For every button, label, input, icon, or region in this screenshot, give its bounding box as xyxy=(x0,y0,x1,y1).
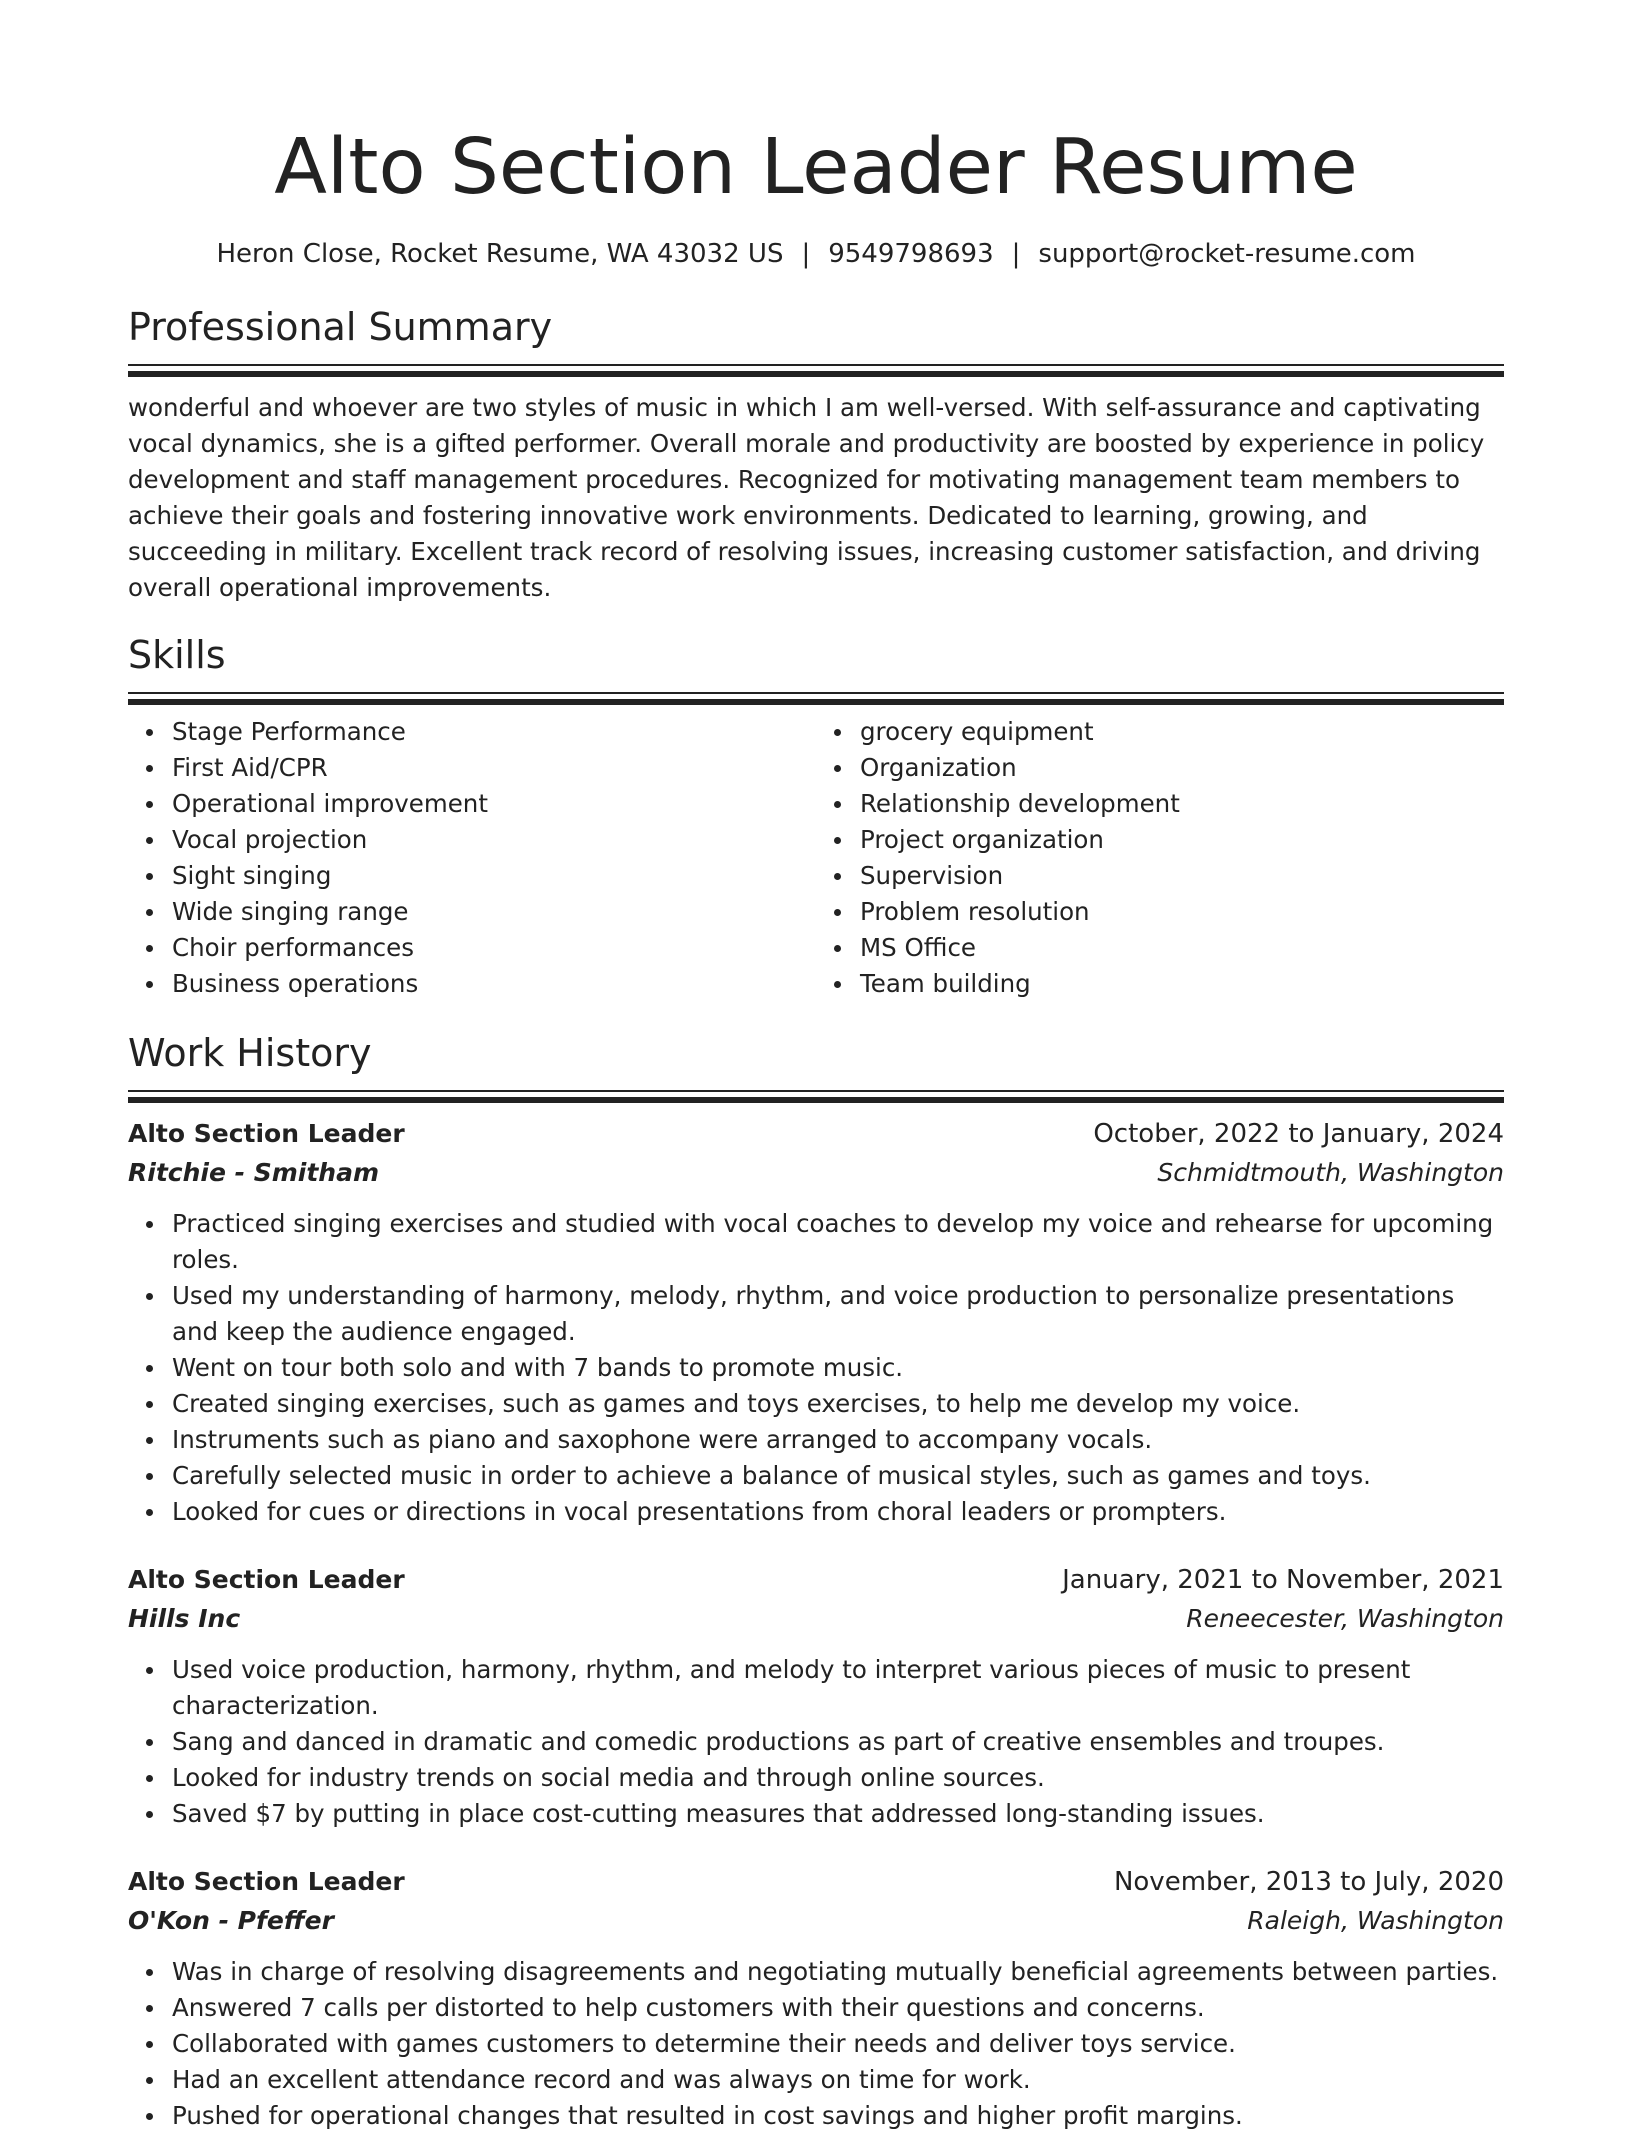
contact-address: Heron Close, Rocket Resume, WA 43032 US xyxy=(216,239,784,269)
job-bullet: Looked for industry trends on social media and through online sources. xyxy=(172,1760,1504,1796)
contact-email: support@rocket-resume.com xyxy=(1038,239,1416,269)
job-bullet: Used my understanding of harmony, melody, rhythm, and voice production to personalize presentations and keep the audience engaged. xyxy=(172,1278,1504,1350)
contact-line xyxy=(128,236,1504,272)
skills-heading: Skills xyxy=(128,633,226,677)
skill-item: Relationship development xyxy=(860,786,1504,822)
skill-item: Wide singing range xyxy=(172,894,816,930)
job-bullet: Looked for cues or directions in vocal presentations from choral leaders or prompters. xyxy=(172,1494,1504,1530)
job-bullets xyxy=(128,1206,1504,1530)
skill-item: First Aid/CPR xyxy=(172,750,816,786)
summary-section xyxy=(128,302,1504,606)
job-header xyxy=(128,1862,1504,1902)
job-entry xyxy=(128,1114,1504,1530)
skill-item: Organization xyxy=(860,750,1504,786)
job-subheader xyxy=(128,1154,1504,1192)
job-header xyxy=(128,1114,1504,1154)
job-bullet: Saved $7 by putting in place cost-cutting measures that addressed long-standing issues. xyxy=(172,1796,1504,1832)
skill-item: Supervision xyxy=(860,858,1504,894)
job-bullet: Practiced singing exercises and studied with vocal coaches to develop my voice and rehearse for upcoming roles. xyxy=(172,1206,1504,1278)
job-bullet: Was in charge of resolving disagreements and negotiating mutually beneficial agreements between parties. xyxy=(172,1954,1504,1990)
skill-item: Operational improvement xyxy=(172,786,816,822)
skill-item: Vocal projection xyxy=(172,822,816,858)
resume-page xyxy=(128,0,1504,2134)
job-entry xyxy=(128,1862,1504,2134)
job-dates: January, 2021 to November, 2021 xyxy=(1062,1565,1504,1595)
skill-item: MS Office xyxy=(860,930,1504,966)
job-subheader xyxy=(128,1902,1504,1940)
job-bullet: Went on tour both solo and with 7 bands to promote music. xyxy=(172,1350,1504,1386)
section-divider xyxy=(128,1090,1504,1104)
job-bullet: Sang and danced in dramatic and comedic productions as part of creative ensembles and troupes. xyxy=(172,1724,1504,1760)
skills-columns xyxy=(128,714,1504,1002)
job-title: Alto Section Leader xyxy=(128,1119,405,1148)
job-location: Raleigh, Washington xyxy=(1247,1906,1504,1935)
skills-section xyxy=(128,630,1504,1002)
job-bullet: Pushed for operational changes that resulted in cost savings and higher profit margins. xyxy=(172,2098,1504,2134)
skill-item: Choir performances xyxy=(172,930,816,966)
summary-text: wonderful and whoever are two styles of music in which I am well-versed. With self-assurance and captivating vocal dynamics, she is a gifted performer. Overall morale and productivity are boosted by experience in policy development and staff management procedures. Recognized for motivating management team members to achieve their goals and fostering innovative work environments. Dedicated to learning, growing, and succeeding in military. Excellent track record of resolving issues, increasing customer satisfaction, and driving overall operational improvements. xyxy=(128,393,1485,602)
skill-item: Stage Performance xyxy=(172,714,816,750)
job-title: Alto Section Leader xyxy=(128,1867,405,1896)
job-company: Ritchie - Smitham xyxy=(128,1158,379,1187)
job-entry xyxy=(128,1560,1504,1832)
job-bullet: Had an excellent attendance record and was always on time for work. xyxy=(172,2062,1504,2098)
skill-item: Problem resolution xyxy=(860,894,1504,930)
job-bullet: Used voice production, harmony, rhythm, and melody to interpret various pieces of music to present characterization. xyxy=(172,1652,1504,1724)
job-company: Hills Inc xyxy=(128,1604,241,1633)
contact-separator: | xyxy=(1011,239,1021,269)
job-bullet: Created singing exercises, such as games and toys exercises, to help me develop my voice. xyxy=(172,1386,1504,1422)
work-history-heading: Work History xyxy=(128,1031,372,1075)
contact-phone: 9549798693 xyxy=(828,239,994,269)
job-bullet: Instruments such as piano and saxophone were arranged to accompany vocals. xyxy=(172,1422,1504,1458)
section-divider xyxy=(128,364,1504,378)
work-history-section xyxy=(128,1028,1504,2134)
job-title: Alto Section Leader xyxy=(128,1565,405,1594)
job-company: O'Kon - Pfeffer xyxy=(128,1906,334,1935)
job-subheader xyxy=(128,1600,1504,1638)
skill-item: Sight singing xyxy=(172,858,816,894)
job-location: Schmidtmouth, Washington xyxy=(1157,1158,1504,1187)
skill-item: Business operations xyxy=(172,966,816,1002)
section-divider xyxy=(128,692,1504,706)
contact-separator: | xyxy=(801,239,811,269)
skill-item: Team building xyxy=(860,966,1504,1002)
job-dates: November, 2013 to July, 2020 xyxy=(1113,1867,1504,1897)
job-bullets xyxy=(128,1652,1504,1832)
job-bullet: Answered 7 calls per distorted to help customers with their questions and concerns. xyxy=(172,1990,1504,2026)
skills-list-right xyxy=(816,714,1504,1002)
resume-title: Alto Section Leader Resume xyxy=(274,123,1358,212)
job-bullet: Carefully selected music in order to achieve a balance of musical styles, such as games and toys. xyxy=(172,1458,1504,1494)
skills-list-left xyxy=(128,714,816,1002)
job-dates: October, 2022 to January, 2024 xyxy=(1093,1119,1504,1149)
skill-item: grocery equipment xyxy=(860,714,1504,750)
skill-item: Project organization xyxy=(860,822,1504,858)
job-bullets xyxy=(128,1954,1504,2134)
job-bullet: Collaborated with games customers to determine their needs and deliver toys service. xyxy=(172,2026,1504,2062)
job-header xyxy=(128,1560,1504,1600)
summary-heading: Professional Summary xyxy=(128,305,553,349)
job-location: Reneecester, Washington xyxy=(1186,1604,1504,1633)
